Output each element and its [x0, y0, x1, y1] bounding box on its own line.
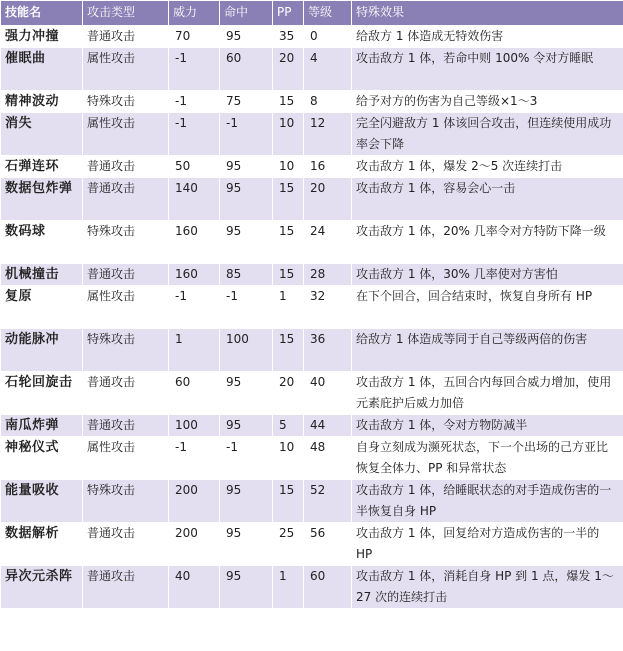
skill-level: 8 [304, 91, 352, 113]
table-row [1, 264, 623, 286]
skill-type: 属性攻击 [83, 48, 169, 91]
skill-power: 160 [169, 264, 220, 286]
skill-pp: 20 [273, 48, 304, 91]
skill-level: 28 [304, 264, 352, 286]
skill-pp: 10 [273, 437, 304, 480]
skill-level: 56 [304, 523, 352, 566]
skill-name: 能量吸收 [1, 480, 83, 523]
skill-effect: 攻击敌方 1 体，30% 几率使对方害怕 [352, 264, 623, 286]
skill-name: 复原 [1, 286, 83, 329]
skill-pp: 15 [273, 329, 304, 372]
skill-type: 属性攻击 [83, 113, 169, 156]
skill-pp: 15 [273, 221, 304, 264]
table-row [1, 566, 623, 609]
skill-type: 普通攻击 [83, 26, 169, 48]
skill-power: 200 [169, 480, 220, 523]
skill-type: 属性攻击 [83, 286, 169, 329]
skill-name: 异次元杀阵 [1, 566, 83, 609]
skill-level: 0 [304, 26, 352, 48]
skill-power: -1 [169, 437, 220, 480]
table-row [1, 156, 623, 178]
skill-level: 44 [304, 415, 352, 437]
skill-level: 48 [304, 437, 352, 480]
table-row [1, 286, 623, 329]
table-row [1, 372, 623, 415]
skill-effect: 攻击敌方 1 体，容易会心一击 [352, 178, 623, 221]
table-row [1, 221, 623, 264]
table-row [1, 26, 623, 48]
skill-effect: 给敌方 1 体造成无特效伤害 [352, 26, 623, 48]
skill-accuracy: 95 [220, 26, 273, 48]
skill-type: 特殊攻击 [83, 480, 169, 523]
skill-effect: 攻击敌方 1 体，令对方物防减半 [352, 415, 623, 437]
skill-type: 普通攻击 [83, 523, 169, 566]
skill-power: 200 [169, 523, 220, 566]
header-power: 威力 [169, 1, 220, 26]
table-row [1, 437, 623, 480]
skill-power: 40 [169, 566, 220, 609]
skill-type: 普通攻击 [83, 264, 169, 286]
table-row [1, 178, 623, 221]
skill-accuracy: 95 [220, 415, 273, 437]
skill-accuracy: 95 [220, 523, 273, 566]
skill-accuracy: 95 [220, 372, 273, 415]
skill-name: 数据解析 [1, 523, 83, 566]
skill-effect: 给敌方 1 体造成等同于自己等级两倍的伤害 [352, 329, 623, 372]
skill-name: 消失 [1, 113, 83, 156]
skill-name: 强力冲撞 [1, 26, 83, 48]
skill-effect: 在下个回合，回合结束时，恢复自身所有 HP [352, 286, 623, 329]
header-name: 技能名 [1, 1, 83, 26]
skill-accuracy: 60 [220, 48, 273, 91]
header-level: 等级 [304, 1, 352, 26]
skill-level: 36 [304, 329, 352, 372]
skill-pp: 15 [273, 178, 304, 221]
skill-name: 动能脉冲 [1, 329, 83, 372]
table-row [1, 329, 623, 372]
skill-pp: 25 [273, 523, 304, 566]
table-header-row [1, 1, 623, 26]
skill-effect: 攻击敌方 1 体，爆发 2～5 次连续打击 [352, 156, 623, 178]
skill-name: 神秘仪式 [1, 437, 83, 480]
skill-effect: 攻击敌方 1 体，消耗自身 HP 到 1 点，爆发 1～27 次的连续打击 [352, 566, 623, 609]
skill-pp: 1 [273, 566, 304, 609]
skill-level: 60 [304, 566, 352, 609]
skill-type: 普通攻击 [83, 178, 169, 221]
skill-effect: 完全闪避敌方 1 体该回合攻击，但连续使用成功率会下降 [352, 113, 623, 156]
skill-level: 20 [304, 178, 352, 221]
skill-level: 4 [304, 48, 352, 91]
table-row [1, 113, 623, 156]
skill-name: 数据包炸弹 [1, 178, 83, 221]
skill-power: 60 [169, 372, 220, 415]
skill-level: 16 [304, 156, 352, 178]
skill-type: 特殊攻击 [83, 91, 169, 113]
skill-pp: 10 [273, 113, 304, 156]
skill-effect: 攻击敌方 1 体，20% 几率令对方特防下降一级 [352, 221, 623, 264]
skill-accuracy: -1 [220, 113, 273, 156]
skill-name: 催眠曲 [1, 48, 83, 91]
skill-name: 机械撞击 [1, 264, 83, 286]
skill-accuracy: 95 [220, 480, 273, 523]
skill-pp: 5 [273, 415, 304, 437]
skill-type: 特殊攻击 [83, 329, 169, 372]
skill-accuracy: 95 [220, 178, 273, 221]
skill-accuracy: -1 [220, 437, 273, 480]
skill-type: 普通攻击 [83, 372, 169, 415]
skill-power: -1 [169, 48, 220, 91]
table-row [1, 415, 623, 437]
skill-power: 1 [169, 329, 220, 372]
skill-pp: 15 [273, 480, 304, 523]
skill-power: 50 [169, 156, 220, 178]
skill-type: 普通攻击 [83, 156, 169, 178]
skill-name: 石轮回旋击 [1, 372, 83, 415]
skill-name: 精神波动 [1, 91, 83, 113]
table-row [1, 480, 623, 523]
skill-name: 南瓜炸弹 [1, 415, 83, 437]
skill-level: 12 [304, 113, 352, 156]
skill-effect: 攻击敌方 1 体，五回合内每回合威力增加，使用元素庇护后威力加倍 [352, 372, 623, 415]
skill-pp: 15 [273, 264, 304, 286]
skill-power: 160 [169, 221, 220, 264]
skill-power: -1 [169, 91, 220, 113]
skill-accuracy: 85 [220, 264, 273, 286]
skill-accuracy: 100 [220, 329, 273, 372]
table-row [1, 91, 623, 113]
skill-power: 70 [169, 26, 220, 48]
skill-effect: 攻击敌方 1 体，若命中则 100% 令对方睡眠 [352, 48, 623, 91]
skill-effect: 攻击敌方 1 体，回复给对方造成伤害的一半的 HP [352, 523, 623, 566]
header-effect: 特殊效果 [352, 1, 623, 26]
skill-effect: 自身立刻成为濒死状态，下一个出场的己方亚比恢复全体力、PP 和异常状态 [352, 437, 623, 480]
skill-pp: 35 [273, 26, 304, 48]
skill-accuracy: 95 [220, 221, 273, 264]
skill-type: 属性攻击 [83, 437, 169, 480]
skill-pp: 20 [273, 372, 304, 415]
skill-name: 石弹连环 [1, 156, 83, 178]
skill-level: 32 [304, 286, 352, 329]
skill-accuracy: 95 [220, 566, 273, 609]
skill-accuracy: 75 [220, 91, 273, 113]
skill-power: -1 [169, 113, 220, 156]
header-type: 攻击类型 [83, 1, 169, 26]
header-pp: PP [273, 1, 304, 26]
header-accuracy: 命中 [220, 1, 273, 26]
skill-power: -1 [169, 286, 220, 329]
table-row [1, 523, 623, 566]
table-row [1, 48, 623, 91]
skill-pp: 10 [273, 156, 304, 178]
skill-power: 140 [169, 178, 220, 221]
skill-type: 普通攻击 [83, 415, 169, 437]
skill-accuracy: 95 [220, 156, 273, 178]
skill-level: 40 [304, 372, 352, 415]
skill-effect: 给予对方的伤害为自己等级×1～3 [352, 91, 623, 113]
skill-effect: 攻击敌方 1 体，给睡眠状态的对手造成伤害的一半恢复自身 HP [352, 480, 623, 523]
skill-type: 特殊攻击 [83, 221, 169, 264]
skill-level: 24 [304, 221, 352, 264]
skill-level: 52 [304, 480, 352, 523]
skill-power: 100 [169, 415, 220, 437]
skill-pp: 15 [273, 91, 304, 113]
skill-pp: 1 [273, 286, 304, 329]
skill-accuracy: -1 [220, 286, 273, 329]
skill-type: 普通攻击 [83, 566, 169, 609]
skill-name: 数码球 [1, 221, 83, 264]
